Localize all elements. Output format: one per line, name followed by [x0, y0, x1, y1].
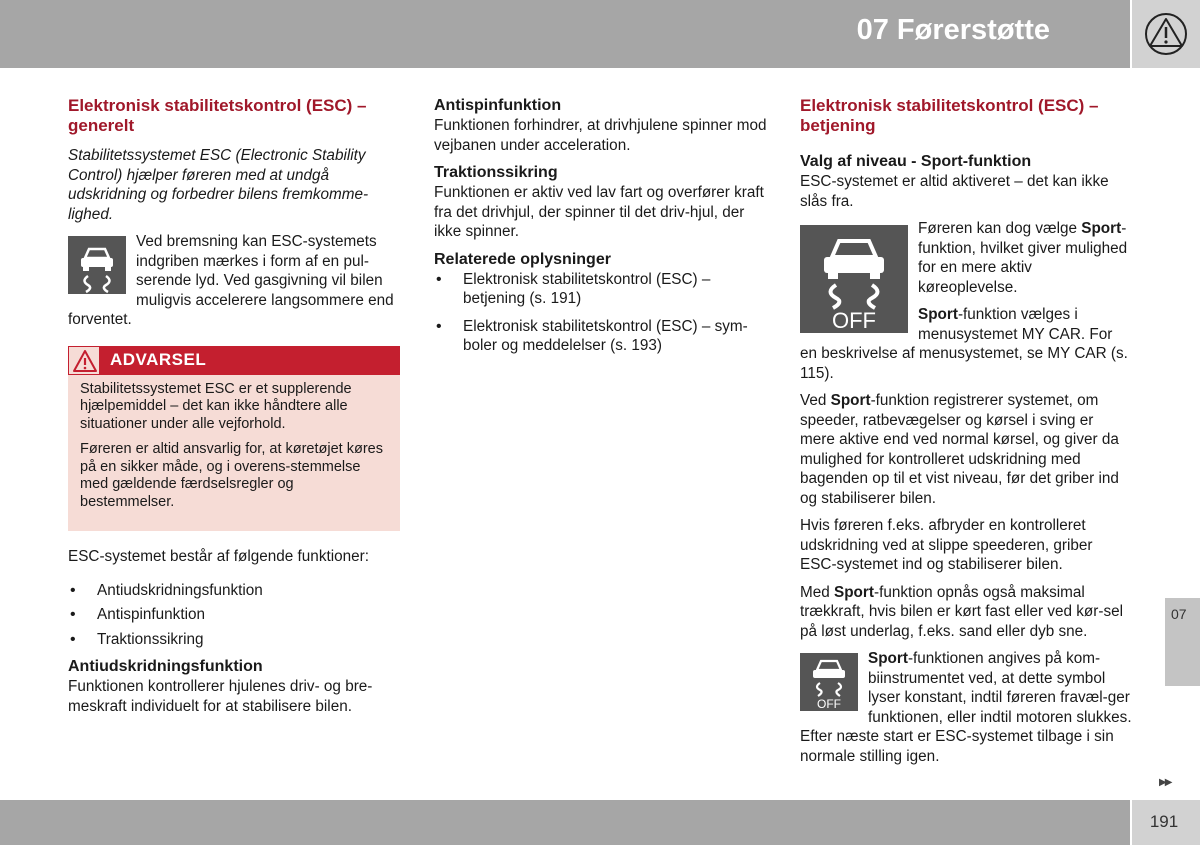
column-esc-general [68, 96, 400, 724]
list-item: • Antispinfunktion [68, 605, 400, 625]
sub-heading: Relaterede oplysninger [434, 250, 611, 268]
warning-box [68, 346, 400, 532]
warning-text-2: Føreren er altid ansvarlig for, at køretøjet køres på en sikker måde, og i overens-stemmelse med gældende færdselsregler og bestemmelser. [80, 441, 383, 510]
warning-icon [72, 349, 98, 373]
chapter-tab [1165, 598, 1200, 686]
warning-label: ADVARSEL [110, 349, 207, 369]
page-number: 191 [1149, 812, 1179, 831]
chapter-tab-label: 07 [1171, 606, 1187, 622]
section-heading: Elektronisk stabilitetskontrol (ESC) – betjening [800, 96, 1099, 135]
double-chevron-right-icon[interactable]: ▶▶ [1159, 777, 1171, 788]
related-link[interactable]: • Elektronisk stabilitetskontrol (ESC) – sym-boler og meddelelser (s. 193) [434, 317, 768, 356]
esc-icon-paragraph [68, 232, 400, 330]
body-text: Hvis føreren f.eks. afbryder en kontrolleret udskridning ved at slippe speederen, griber ESC-systemet ind og stabiliserer bilen. [800, 517, 1093, 573]
body-text: Funktionen er aktiv ved lav fart og overfører kraft fra det drivhjul, der spinner til det driv-hjul, der ikke spinner. [434, 184, 764, 240]
esc-icon-text: Ved bremsning kan ESC-systemets indgriben mærkes i form af en pul-serende lyd. Ved gasgivning vil bilen muligvis accelerere langsommere end forventet. [68, 233, 394, 328]
warning-text-1: Stabilitetssystemet ESC er et supplerende hjælpemiddel – det kan ikke håndtere alle situationer under alle vejforhold. [80, 380, 352, 432]
off-label: OFF [817, 697, 841, 711]
column-esc-operation [800, 96, 1132, 774]
warning-triangle-icon [1142, 12, 1190, 56]
warning-body [68, 375, 400, 532]
esc-off-icon [800, 225, 908, 333]
function-list-intro: ESC-systemet består af følgende funktioner: [68, 548, 369, 565]
sub-heading: Antiudskridningsfunktion [68, 658, 263, 675]
sub-heading: Traktionssikring [434, 164, 558, 181]
list-item: • Traktionssikring [68, 630, 400, 650]
related-link[interactable]: • Elektronisk stabilitetskontrol (ESC) – betjening (s. 191) [434, 270, 768, 309]
sub-heading: Antispinfunktion [434, 97, 562, 114]
intro-text: Stabilitetssystemet ESC (Electronic Stability Control) hjælper føreren med at undgå udskridning og forbedrer bilens fremkomme-lighed. [68, 147, 369, 223]
esc-off-small-icon [800, 653, 858, 711]
page-footer [0, 800, 1130, 845]
list-item: • Antiudskridningsfunktion [68, 581, 400, 601]
body-text: ESC-systemet er altid aktiveret – det kan ikke slås fra. [800, 173, 1109, 210]
esc-off-small-icon-paragraph: OFF Sport-funktionen angives på kom-biinstrumentet ved, at dette symbol lyser konstant, indtil føreren fravæl-ger funktionen, eller indtil motoren slukkes. Efter næste start er ESC-systemet tilbage i sin normale stilling igen. [800, 650, 1132, 765]
off-label: OFF [832, 308, 876, 333]
body-text: Funktionen forhindrer, at drivhjulene spinner mod vejbanen under acceleration. [434, 117, 767, 154]
page-header [0, 0, 1130, 68]
sub-heading: Valg af niveau - Sport-funktion [800, 153, 1032, 170]
header-icon-box [1132, 0, 1200, 68]
body-text: Med Sport-funktion opnås også maksimal trækkraft, hvis bilen er kørt fast eller ved kør-sel på løst underlag, f.eks. sand eller dyb sne. [800, 583, 1124, 640]
body-text: Ved Sport-funktion registrerer systemet, om speeder, ratbevægelser og kørsel i sving er mere aktive end ved normal kørsel, og giver da mulighed for kontrolleret udskridning med bagenden op til et vist niveau, før det griber ind og stabiliserer bilen. [800, 392, 1119, 507]
chapter-title: 07 Førerstøtte [856, 14, 1050, 46]
warning-header [68, 346, 400, 375]
related-links-list [434, 270, 768, 356]
esc-skid-icon [68, 236, 126, 294]
esc-off-icon-paragraph: OFF Føreren kan dog vælge Sport-funktion, hvilket giver mulighed for en mere aktiv køreoplevelse. Sport-funktion vælges i menusystemet MY CAR. For en beskrivelse af menusystemet, se MY CAR (s. 115). [800, 220, 1128, 382]
function-list [68, 581, 400, 650]
sub-text: Funktionen kontrollerer hjulenes driv- og bre-meskraft individuelt for at stabilisere bilen. [68, 678, 373, 715]
section-heading: Elektronisk stabilitetskontrol (ESC) – generelt [68, 96, 367, 135]
column-functions [434, 96, 768, 364]
